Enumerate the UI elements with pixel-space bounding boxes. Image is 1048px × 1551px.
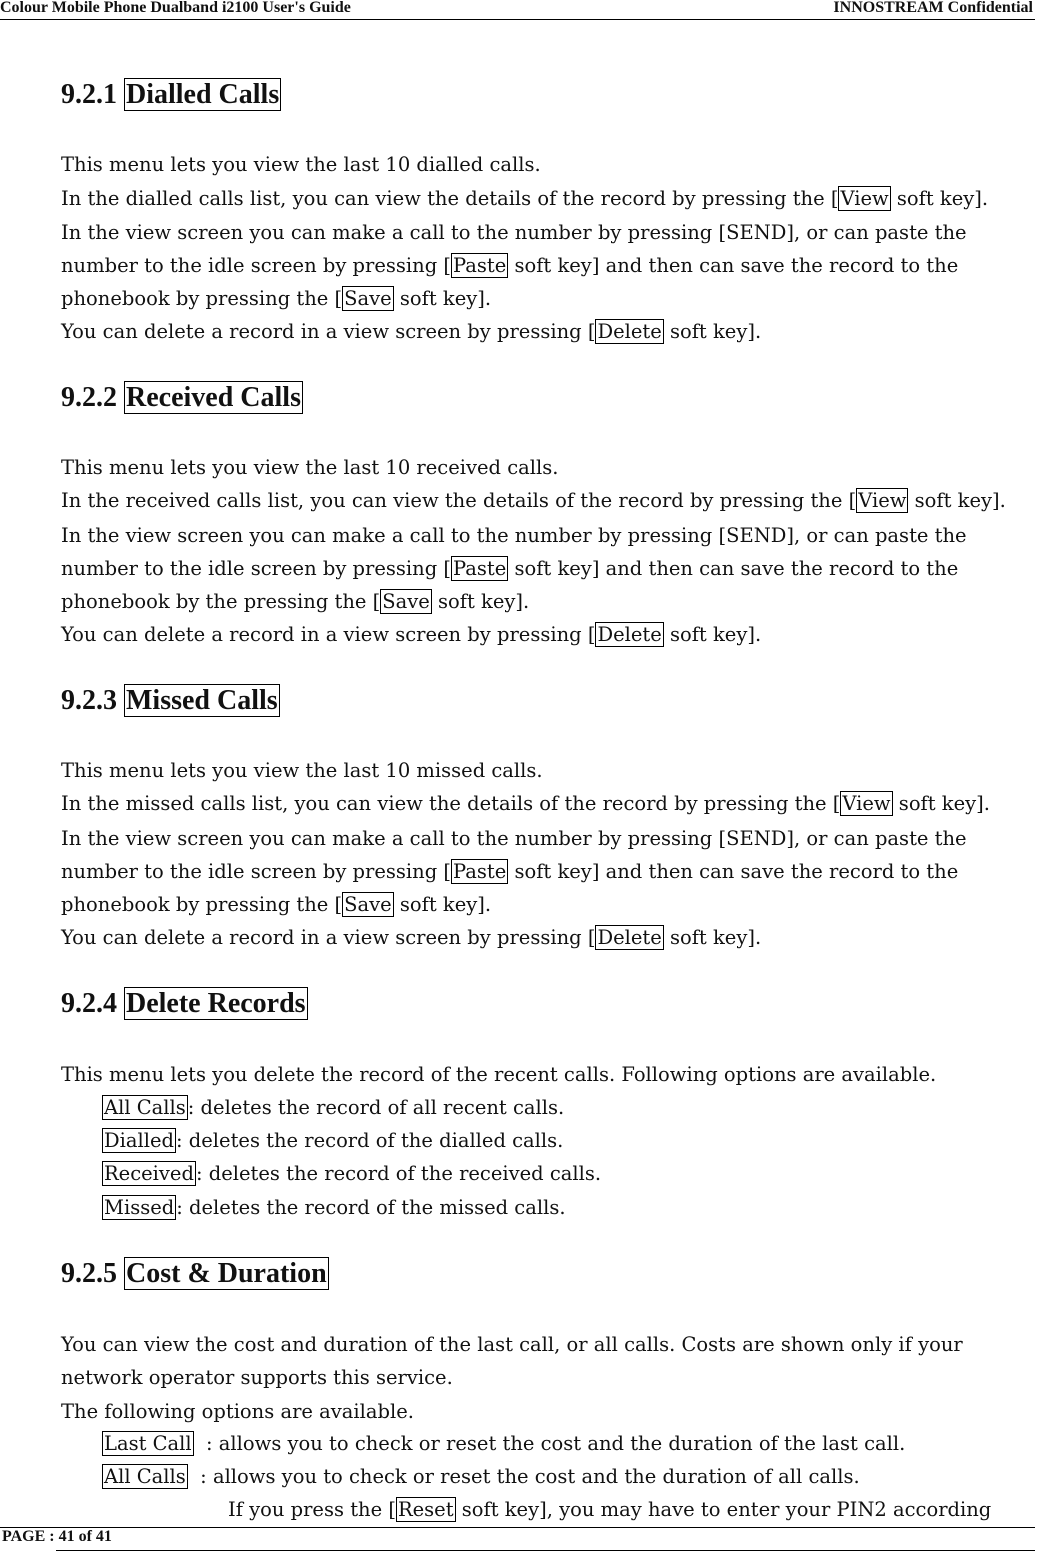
option-dialled: Dialled (104, 1129, 174, 1152)
paragraph: This menu lets you view the last 10 dialled calls. (61, 153, 541, 176)
soft-key-delete: Delete (597, 623, 662, 646)
paragraph: In the view screen you can make a call to the number by pressing [SEND], or can paste the (61, 524, 967, 547)
page-header (0, 0, 1035, 20)
option-item: Last Call : allows you to check or reset the cost and the duration of the last call. (104, 1432, 906, 1455)
soft-key-view: View (858, 489, 907, 512)
paragraph: This menu lets you view the last 10 received calls. (61, 456, 559, 479)
paragraph: number to the idle screen by pressing [ Paste soft key] and then can save the record to the (61, 860, 959, 883)
section-heading-missed-calls: 9.2.3 Missed Calls (61, 685, 278, 716)
section-heading-cost-duration: 9.2.5 Cost & Duration (61, 1258, 327, 1289)
paragraph: If you press the [ Reset soft key], you may have to enter your PIN2 according (228, 1498, 992, 1521)
soft-key-save: Save (382, 590, 430, 613)
soft-key-save: Save (344, 893, 392, 916)
soft-key-paste: Paste (452, 254, 507, 277)
soft-key-paste: Paste (452, 557, 507, 580)
paragraph: You can delete a record in a view screen by pressing [ Delete soft key]. (61, 926, 762, 949)
option-all-calls: All Calls (104, 1096, 186, 1119)
paragraph: phonebook by pressing the [ Save soft key]. (61, 893, 492, 916)
paragraph: You can view the cost and duration of the last call, or all calls. Costs are shown only if your (61, 1333, 963, 1356)
soft-key-view: View (840, 187, 889, 210)
soft-key-reset: Reset (397, 1498, 454, 1521)
section-heading-delete-records: 9.2.4 Delete Records (61, 988, 306, 1019)
paragraph: phonebook by pressing the [ Save soft key]. (61, 287, 492, 310)
paragraph: network operator supports this service. (61, 1366, 453, 1389)
soft-key-delete: Delete (597, 320, 662, 343)
option-item: All Calls : deletes the record of all recent calls. (104, 1096, 565, 1119)
option-item: Received : deletes the record of the received calls. (104, 1162, 602, 1185)
section-heading-received-calls: 9.2.2 Received Calls (61, 382, 301, 413)
option-item: All Calls : allows you to check or reset the cost and the duration of all calls. (104, 1465, 860, 1488)
option-missed: Missed (104, 1196, 175, 1219)
paragraph: number to the idle screen by pressing [ Paste soft key] and then can save the record to the (61, 254, 959, 277)
header-confidential: INNOSTREAM Confidential (833, 0, 1033, 16)
paragraph: phonebook by the pressing the [ Save soft key]. (61, 590, 530, 613)
paragraph: You can delete a record in a view screen by pressing [ Delete soft key]. (61, 623, 762, 646)
option-item: Dialled : deletes the record of the dialled calls. (104, 1129, 564, 1152)
paragraph: In the received calls list, you can view the details of the record by pressing the [ View soft key]. (61, 489, 1006, 512)
paragraph: In the view screen you can make a call to the number by pressing [SEND], or can paste the (61, 827, 967, 850)
paragraph: In the view screen you can make a call to the number by pressing [SEND], or can paste the (61, 221, 967, 244)
soft-key-paste: Paste (452, 860, 507, 883)
paragraph: You can delete a record in a view screen by pressing [ Delete soft key]. (61, 320, 762, 343)
paragraph: In the missed calls list, you can view the details of the record by pressing the [ View soft key]. (61, 792, 990, 815)
option-item: Missed : deletes the record of the missed calls. (104, 1196, 566, 1219)
paragraph: number to the idle screen by pressing [ Paste soft key] and then can save the record to the (61, 557, 959, 580)
soft-key-view: View (842, 792, 891, 815)
option-last-call: Last Call (104, 1432, 192, 1455)
paragraph: The following options are available. (61, 1400, 414, 1423)
soft-key-save: Save (344, 287, 392, 310)
soft-key-delete: Delete (597, 926, 662, 949)
header-title: Colour Mobile Phone Dualband i2100 User's Guide (0, 0, 351, 16)
paragraph: In the dialled calls list, you can view the details of the record by pressing the [ View soft key]. (61, 187, 989, 210)
option-all-calls: All Calls (104, 1465, 186, 1488)
option-received: Received (104, 1162, 194, 1185)
section-heading-dialled-calls: 9.2.1 Dialled Calls (61, 79, 280, 110)
page-number: PAGE : 41 of 41 (2, 1528, 112, 1545)
paragraph: This menu lets you delete the record of the recent calls. Following options are available. (61, 1063, 937, 1086)
page-footer (0, 1527, 1035, 1550)
paragraph: This menu lets you view the last 10 missed calls. (61, 759, 543, 782)
